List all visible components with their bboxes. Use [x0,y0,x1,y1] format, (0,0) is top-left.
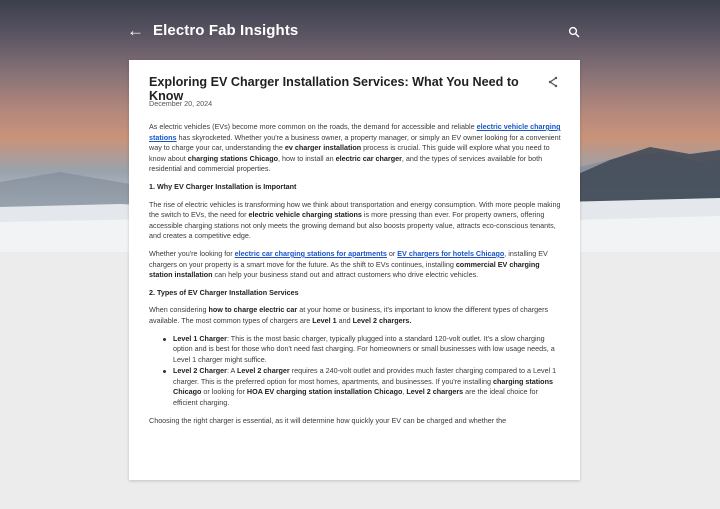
text-run: Whether you're looking for [149,248,235,258]
bold-text: charging stations Chicago [187,153,279,163]
bold-text: electric vehicle charging stations [248,210,362,220]
bold-text: Level 2 Charger [173,366,227,376]
text-run: , and the types of services available for both residential and commercial properties. [149,153,543,174]
back-arrow-icon[interactable]: ← [127,21,144,40]
bold-text: Level 2 chargers [406,387,464,397]
body-paragraph [149,249,561,281]
bold-text: ev charger installation [284,143,362,153]
text-run: , how to install an [278,153,336,163]
text-run: has skyrocketed. Whether you're a business owner, a property manager, or simply an EV owner looking for a convenient way to charge your car, understanding the [149,132,561,153]
list-item [163,334,561,366]
text-run: and [336,315,353,325]
text-run: : A [226,366,237,376]
text-run: , installing EV chargers on your property is a smart move for the future. As the shift to EVs continues, installing [149,248,548,269]
inline-link[interactable]: electric vehicle charging stations [149,122,561,142]
text-run: Choosing the right charger is essential, as it will determine how quickly your EV can be charged and whether the [149,415,507,425]
text-run: are the ideal choice for efficient charging. [173,387,538,408]
bold-text: commercial EV charging station installation [149,259,540,280]
bold-text: HOA EV charging station installation Chicago [246,387,403,397]
post-date: December 20, 2024 [149,99,213,108]
inline-link[interactable]: electric car charging stations for apartments [234,248,387,258]
text-run: As electric vehicles (EVs) become more common on the roads, the demand for accessible and reliable [149,122,477,131]
text-run: process is crucial. This guide will explore what you need to know about [149,143,550,163]
list-item [163,366,561,408]
text-run: can help your business stand out and attract customers who drive electric vehicles. [212,270,479,280]
bold-text: Level 2 chargers. [352,315,412,325]
body-paragraph [149,416,561,427]
text-run: When considering [149,305,209,315]
bold-text: Level 2 charger [236,366,290,376]
text-run: , [402,387,407,397]
post-body [149,122,561,433]
text-run: The rise of electric vehicles is transforming how we think about transportation and energy consumption. With more people making the switch to EVs, the need for [149,199,561,220]
inline-link[interactable]: EV chargers for hotels Chicago [397,248,505,258]
search-icon[interactable] [568,26,580,38]
bold-text: Level 1 [312,315,337,325]
text-run: or looking for [201,387,247,397]
body-paragraph [149,305,561,326]
bold-text: how to charge electric car [208,305,298,315]
intro-paragraph [149,122,561,175]
share-icon[interactable] [546,75,560,89]
text-run: is more pressing than ever. For property owners, offering accessible charging stations not only meets the growing demand but also boosts property value, attracts eco-conscious tenants, and creates a competitive edge. [149,210,556,241]
bold-text: Level 1 Charger [173,333,227,343]
section-heading: 1. Why EV Charger Installation is Important [149,181,297,191]
post-card [129,60,580,480]
section-heading: 2. Types of EV Charger Installation Services [149,287,299,297]
body-paragraph [149,200,561,242]
bold-text: electric car charger [335,153,402,163]
top-app-bar [0,0,720,60]
charger-types-list [149,334,561,409]
text-run: at your home or business, it's important to know the different types of chargers available. The most common types of chargers are [149,305,549,325]
bold-text: charging stations Chicago [173,376,553,397]
post-title: Exploring EV Charger Installation Services: What You Need to Know [149,75,519,103]
blog-title[interactable]: Electro Fab Insights [153,22,299,39]
text-run: requires a 240-volt outlet and provides much faster charging compared to a Level 1 charger. This is the preferred option for most homes, apartments, and businesses. If you're installing [173,366,557,386]
text-run: : This is the most basic charger, typically plugged into a standard 120-volt outlet. It's a slow charging option and is best for those who don't need fast charging. For homeowners or small businesses with low usage needs, a Level 1 charger might suffice. [173,333,555,364]
text-run: or [386,248,398,258]
